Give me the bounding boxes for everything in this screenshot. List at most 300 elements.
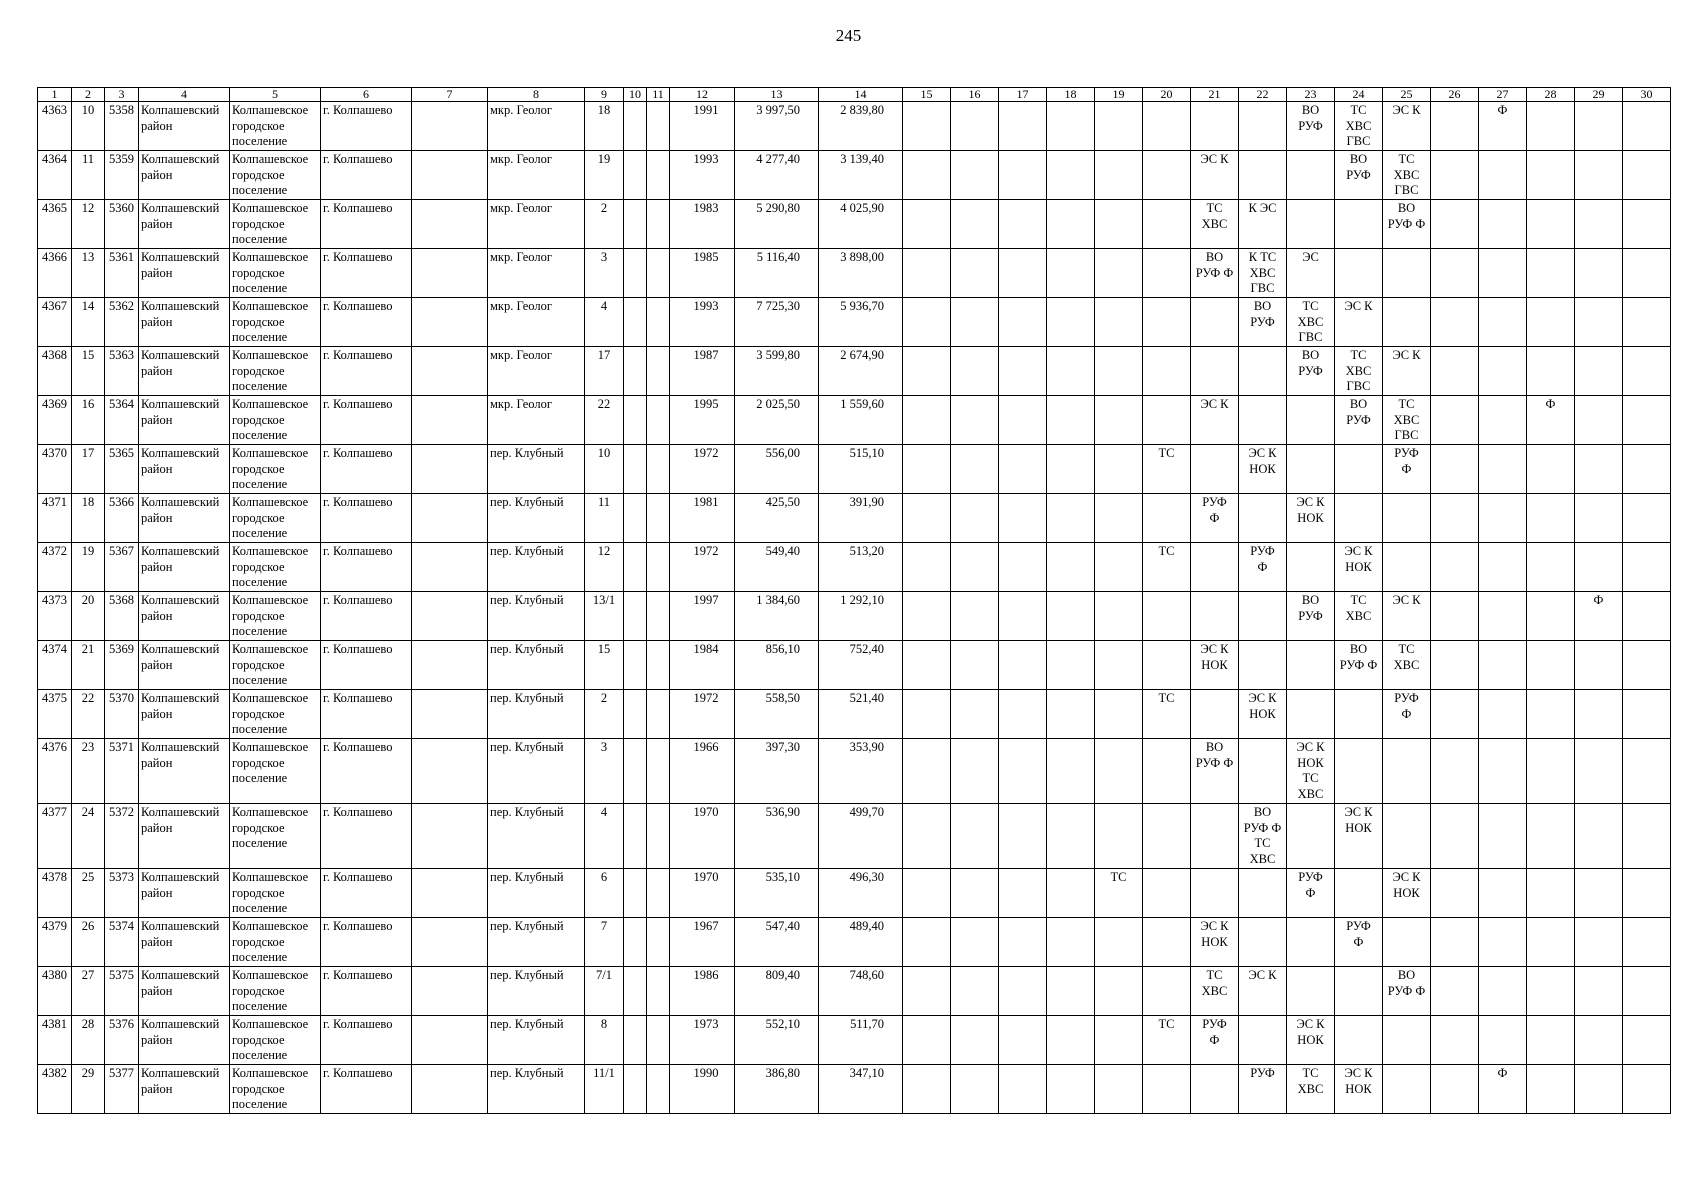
cell-col-28 [1527, 1016, 1575, 1065]
cell-col-3: 5375 [105, 967, 139, 1016]
cell-col-2: 22 [72, 690, 105, 739]
cell-col-5: Колпашевское городское поселение [230, 1065, 321, 1114]
cell-col-9: 11 [585, 494, 624, 543]
cell-col-17 [999, 869, 1047, 918]
cell-col-7 [412, 102, 488, 151]
cell-col-22 [1239, 641, 1287, 690]
cell-col-14: 521,40 [819, 690, 903, 739]
table-row [38, 592, 1671, 641]
cell-col-20 [1143, 298, 1191, 347]
cell-col-4: Колпашевский район [139, 804, 230, 869]
cell-col-30 [1623, 641, 1671, 690]
cell-col-8: пер. Клубный [488, 869, 585, 918]
cell-col-14: 2 674,90 [819, 347, 903, 396]
cell-col-11 [647, 641, 670, 690]
column-header-22: 22 [1239, 88, 1287, 102]
cell-col-15 [903, 445, 951, 494]
cell-col-14: 511,70 [819, 1016, 903, 1065]
cell-col-23: ВО РУФ [1287, 347, 1335, 396]
cell-col-29 [1575, 200, 1623, 249]
cell-col-2: 17 [72, 445, 105, 494]
table-row [38, 543, 1671, 592]
cell-col-23: ЭС К НОК [1287, 1016, 1335, 1065]
cell-col-26 [1431, 739, 1479, 804]
cell-col-22: ВО РУФ Ф ТС ХВС [1239, 804, 1287, 869]
cell-col-22: К ТС ХВС ГВС [1239, 249, 1287, 298]
cell-col-24 [1335, 967, 1383, 1016]
cell-col-20 [1143, 804, 1191, 869]
cell-col-19 [1095, 200, 1143, 249]
cell-col-30 [1623, 298, 1671, 347]
cell-col-9: 2 [585, 690, 624, 739]
cell-col-17 [999, 1065, 1047, 1114]
cell-col-27 [1479, 641, 1527, 690]
cell-col-25: ВО РУФ Ф [1383, 200, 1431, 249]
cell-col-14: 3 139,40 [819, 151, 903, 200]
cell-col-15 [903, 102, 951, 151]
cell-col-9: 2 [585, 200, 624, 249]
cell-col-14: 489,40 [819, 918, 903, 967]
cell-col-3: 5359 [105, 151, 139, 200]
cell-col-29 [1575, 151, 1623, 200]
cell-col-26 [1431, 592, 1479, 641]
cell-col-27 [1479, 739, 1527, 804]
cell-col-23 [1287, 967, 1335, 1016]
cell-col-7 [412, 804, 488, 869]
cell-col-2: 29 [72, 1065, 105, 1114]
cell-col-18 [1047, 1016, 1095, 1065]
cell-col-13: 556,00 [735, 445, 819, 494]
cell-col-6: г. Колпашево [321, 298, 412, 347]
cell-col-25: РУФ Ф [1383, 445, 1431, 494]
cell-col-3: 5377 [105, 1065, 139, 1114]
cell-col-8: мкр. Геолог [488, 249, 585, 298]
cell-col-14: 515,10 [819, 445, 903, 494]
cell-col-13: 3 997,50 [735, 102, 819, 151]
cell-col-6: г. Колпашево [321, 869, 412, 918]
cell-col-12: 1973 [670, 1016, 735, 1065]
cell-col-14: 748,60 [819, 967, 903, 1016]
cell-col-19 [1095, 804, 1143, 869]
cell-col-23: ТС ХВС ГВС [1287, 298, 1335, 347]
column-header-28: 28 [1527, 88, 1575, 102]
cell-col-20 [1143, 151, 1191, 200]
cell-col-22 [1239, 1016, 1287, 1065]
cell-col-30 [1623, 249, 1671, 298]
cell-col-11 [647, 690, 670, 739]
cell-col-28: Ф [1527, 396, 1575, 445]
cell-col-13: 547,40 [735, 918, 819, 967]
cell-col-8: пер. Клубный [488, 690, 585, 739]
cell-col-13: 558,50 [735, 690, 819, 739]
cell-col-28 [1527, 690, 1575, 739]
cell-col-2: 26 [72, 918, 105, 967]
cell-col-27 [1479, 445, 1527, 494]
column-header-18: 18 [1047, 88, 1095, 102]
cell-col-28 [1527, 918, 1575, 967]
cell-col-10 [624, 641, 647, 690]
cell-col-4: Колпашевский район [139, 396, 230, 445]
cell-col-27 [1479, 592, 1527, 641]
cell-col-14: 752,40 [819, 641, 903, 690]
cell-col-2: 13 [72, 249, 105, 298]
cell-col-30 [1623, 396, 1671, 445]
cell-col-12: 1993 [670, 298, 735, 347]
cell-col-19 [1095, 494, 1143, 543]
cell-col-7 [412, 1016, 488, 1065]
cell-col-16 [951, 396, 999, 445]
cell-col-2: 27 [72, 967, 105, 1016]
cell-col-27 [1479, 200, 1527, 249]
cell-col-24: ЭС К НОК [1335, 804, 1383, 869]
cell-col-14: 3 898,00 [819, 249, 903, 298]
cell-col-18 [1047, 396, 1095, 445]
cell-col-29 [1575, 102, 1623, 151]
cell-col-16 [951, 347, 999, 396]
cell-col-30 [1623, 592, 1671, 641]
cell-col-5: Колпашевское городское поселение [230, 690, 321, 739]
cell-col-3: 5361 [105, 249, 139, 298]
cell-col-10 [624, 918, 647, 967]
cell-col-11 [647, 249, 670, 298]
cell-col-15 [903, 690, 951, 739]
cell-col-10 [624, 543, 647, 592]
cell-col-12: 1981 [670, 494, 735, 543]
cell-col-16 [951, 200, 999, 249]
cell-col-9: 3 [585, 249, 624, 298]
cell-col-23 [1287, 641, 1335, 690]
cell-col-19 [1095, 396, 1143, 445]
cell-col-10 [624, 298, 647, 347]
cell-col-16 [951, 102, 999, 151]
cell-col-11 [647, 445, 670, 494]
cell-col-27 [1479, 396, 1527, 445]
cell-col-5: Колпашевское городское поселение [230, 249, 321, 298]
cell-col-29 [1575, 1065, 1623, 1114]
cell-col-27 [1479, 494, 1527, 543]
cell-col-10 [624, 347, 647, 396]
cell-col-15 [903, 641, 951, 690]
cell-col-9: 10 [585, 445, 624, 494]
cell-col-28 [1527, 200, 1575, 249]
cell-col-8: мкр. Геолог [488, 298, 585, 347]
cell-col-12: 1995 [670, 396, 735, 445]
column-header-14: 14 [819, 88, 903, 102]
cell-col-3: 5365 [105, 445, 139, 494]
cell-col-22: ЭС К [1239, 967, 1287, 1016]
column-header-1: 1 [38, 88, 72, 102]
cell-col-2: 12 [72, 200, 105, 249]
column-header-13: 13 [735, 88, 819, 102]
cell-col-25 [1383, 1065, 1431, 1114]
cell-col-6: г. Колпашево [321, 347, 412, 396]
cell-col-3: 5358 [105, 102, 139, 151]
cell-col-15 [903, 739, 951, 804]
cell-col-19 [1095, 967, 1143, 1016]
cell-col-6: г. Колпашево [321, 592, 412, 641]
table-body [38, 102, 1671, 1114]
cell-col-17 [999, 445, 1047, 494]
cell-col-30 [1623, 1016, 1671, 1065]
cell-col-10 [624, 445, 647, 494]
cell-col-21: ВО РУФ Ф [1191, 249, 1239, 298]
cell-col-27 [1479, 967, 1527, 1016]
cell-col-10 [624, 102, 647, 151]
cell-col-6: г. Колпашево [321, 102, 412, 151]
cell-col-27 [1479, 804, 1527, 869]
cell-col-4: Колпашевский район [139, 967, 230, 1016]
cell-col-20 [1143, 347, 1191, 396]
cell-col-26 [1431, 967, 1479, 1016]
cell-col-19 [1095, 739, 1143, 804]
cell-col-8: пер. Клубный [488, 1016, 585, 1065]
cell-col-5: Колпашевское городское поселение [230, 641, 321, 690]
cell-col-16 [951, 690, 999, 739]
cell-col-9: 8 [585, 1016, 624, 1065]
cell-col-24: ВО РУФ [1335, 151, 1383, 200]
column-header-26: 26 [1431, 88, 1479, 102]
cell-col-30 [1623, 347, 1671, 396]
cell-col-6: г. Колпашево [321, 445, 412, 494]
cell-col-5: Колпашевское городское поселение [230, 445, 321, 494]
cell-col-5: Колпашевское городское поселение [230, 804, 321, 869]
cell-col-28 [1527, 445, 1575, 494]
cell-col-23 [1287, 543, 1335, 592]
column-header-20: 20 [1143, 88, 1191, 102]
cell-col-28 [1527, 641, 1575, 690]
table-row [38, 151, 1671, 200]
cell-col-2: 21 [72, 641, 105, 690]
cell-col-26 [1431, 445, 1479, 494]
cell-col-3: 5367 [105, 543, 139, 592]
cell-col-12: 1993 [670, 151, 735, 200]
cell-col-26 [1431, 249, 1479, 298]
cell-col-25 [1383, 543, 1431, 592]
cell-col-11 [647, 102, 670, 151]
cell-col-4: Колпашевский район [139, 918, 230, 967]
cell-col-14: 347,10 [819, 1065, 903, 1114]
cell-col-17 [999, 200, 1047, 249]
cell-col-20: ТС [1143, 1016, 1191, 1065]
cell-col-2: 15 [72, 347, 105, 396]
cell-col-20 [1143, 102, 1191, 151]
column-header-17: 17 [999, 88, 1047, 102]
cell-col-1: 4379 [38, 918, 72, 967]
cell-col-18 [1047, 641, 1095, 690]
cell-col-3: 5373 [105, 869, 139, 918]
cell-col-11 [647, 592, 670, 641]
cell-col-6: г. Колпашево [321, 249, 412, 298]
cell-col-6: г. Колпашево [321, 804, 412, 869]
cell-col-7 [412, 543, 488, 592]
cell-col-28 [1527, 869, 1575, 918]
cell-col-6: г. Колпашево [321, 641, 412, 690]
cell-col-28 [1527, 543, 1575, 592]
cell-col-21: ЭС К [1191, 396, 1239, 445]
table-header [38, 88, 1671, 102]
cell-col-9: 18 [585, 102, 624, 151]
cell-col-5: Колпашевское городское поселение [230, 739, 321, 804]
cell-col-27: Ф [1479, 1065, 1527, 1114]
cell-col-2: 18 [72, 494, 105, 543]
cell-col-9: 6 [585, 869, 624, 918]
cell-col-1: 4377 [38, 804, 72, 869]
cell-col-25: ТС ХВС ГВС [1383, 151, 1431, 200]
cell-col-26 [1431, 804, 1479, 869]
cell-col-1: 4381 [38, 1016, 72, 1065]
cell-col-16 [951, 967, 999, 1016]
cell-col-14: 2 839,80 [819, 102, 903, 151]
column-header-8: 8 [488, 88, 585, 102]
cell-col-29 [1575, 494, 1623, 543]
cell-col-6: г. Колпашево [321, 967, 412, 1016]
cell-col-28 [1527, 298, 1575, 347]
cell-col-19 [1095, 151, 1143, 200]
cell-col-15 [903, 869, 951, 918]
cell-col-25 [1383, 298, 1431, 347]
cell-col-10 [624, 151, 647, 200]
cell-col-11 [647, 347, 670, 396]
cell-col-21 [1191, 869, 1239, 918]
column-header-4: 4 [139, 88, 230, 102]
cell-col-28 [1527, 102, 1575, 151]
cell-col-24 [1335, 494, 1383, 543]
cell-col-18 [1047, 592, 1095, 641]
cell-col-6: г. Колпашево [321, 151, 412, 200]
cell-col-9: 3 [585, 739, 624, 804]
cell-col-16 [951, 249, 999, 298]
cell-col-3: 5362 [105, 298, 139, 347]
cell-col-17 [999, 543, 1047, 592]
cell-col-21: РУФ Ф [1191, 494, 1239, 543]
cell-col-20 [1143, 396, 1191, 445]
cell-col-8: мкр. Геолог [488, 396, 585, 445]
cell-col-2: 28 [72, 1016, 105, 1065]
cell-col-1: 4363 [38, 102, 72, 151]
cell-col-7 [412, 739, 488, 804]
cell-col-17 [999, 641, 1047, 690]
cell-col-16 [951, 804, 999, 869]
cell-col-5: Колпашевское городское поселение [230, 200, 321, 249]
column-header-24: 24 [1335, 88, 1383, 102]
cell-col-8: мкр. Геолог [488, 151, 585, 200]
cell-col-12: 1997 [670, 592, 735, 641]
cell-col-13: 536,90 [735, 804, 819, 869]
cell-col-25 [1383, 739, 1431, 804]
cell-col-18 [1047, 869, 1095, 918]
cell-col-26 [1431, 102, 1479, 151]
cell-col-29 [1575, 445, 1623, 494]
table-row [38, 690, 1671, 739]
cell-col-6: г. Колпашево [321, 543, 412, 592]
cell-col-13: 856,10 [735, 641, 819, 690]
cell-col-21: ТС ХВС [1191, 967, 1239, 1016]
cell-col-30 [1623, 151, 1671, 200]
cell-col-11 [647, 869, 670, 918]
cell-col-17 [999, 918, 1047, 967]
cell-col-4: Колпашевский район [139, 151, 230, 200]
cell-col-29: Ф [1575, 592, 1623, 641]
table-row [38, 1065, 1671, 1114]
cell-col-8: пер. Клубный [488, 592, 585, 641]
cell-col-22: ВО РУФ [1239, 298, 1287, 347]
cell-col-26 [1431, 1065, 1479, 1114]
cell-col-15 [903, 1065, 951, 1114]
cell-col-10 [624, 690, 647, 739]
cell-col-14: 4 025,90 [819, 200, 903, 249]
cell-col-13: 809,40 [735, 967, 819, 1016]
cell-col-8: пер. Клубный [488, 967, 585, 1016]
cell-col-21 [1191, 592, 1239, 641]
cell-col-5: Колпашевское городское поселение [230, 1016, 321, 1065]
cell-col-19 [1095, 592, 1143, 641]
cell-col-3: 5374 [105, 918, 139, 967]
cell-col-17 [999, 592, 1047, 641]
column-header-23: 23 [1287, 88, 1335, 102]
cell-col-1: 4382 [38, 1065, 72, 1114]
column-header-6: 6 [321, 88, 412, 102]
cell-col-3: 5364 [105, 396, 139, 445]
cell-col-8: мкр. Геолог [488, 347, 585, 396]
cell-col-10 [624, 869, 647, 918]
cell-col-16 [951, 1065, 999, 1114]
cell-col-4: Колпашевский район [139, 641, 230, 690]
cell-col-20: ТС [1143, 543, 1191, 592]
column-header-15: 15 [903, 88, 951, 102]
cell-col-6: г. Колпашево [321, 1065, 412, 1114]
cell-col-1: 4368 [38, 347, 72, 396]
cell-col-21 [1191, 690, 1239, 739]
cell-col-19 [1095, 918, 1143, 967]
cell-col-15 [903, 804, 951, 869]
cell-col-6: г. Колпашево [321, 396, 412, 445]
cell-col-13: 4 277,40 [735, 151, 819, 200]
cell-col-11 [647, 200, 670, 249]
cell-col-16 [951, 494, 999, 543]
cell-col-22: ЭС К НОК [1239, 690, 1287, 739]
cell-col-8: пер. Клубный [488, 494, 585, 543]
cell-col-24: РУФ Ф [1335, 918, 1383, 967]
cell-col-9: 4 [585, 804, 624, 869]
cell-col-9: 17 [585, 347, 624, 396]
cell-col-19 [1095, 1065, 1143, 1114]
cell-col-23: РУФ Ф [1287, 869, 1335, 918]
cell-col-7 [412, 445, 488, 494]
cell-col-24: ВО РУФ Ф [1335, 641, 1383, 690]
cell-col-6: г. Колпашево [321, 918, 412, 967]
cell-col-8: пер. Клубный [488, 918, 585, 967]
cell-col-20 [1143, 249, 1191, 298]
table-row [38, 804, 1671, 869]
cell-col-5: Колпашевское городское поселение [230, 494, 321, 543]
column-header-16: 16 [951, 88, 999, 102]
cell-col-30 [1623, 445, 1671, 494]
cell-col-26 [1431, 298, 1479, 347]
cell-col-21 [1191, 347, 1239, 396]
cell-col-22: РУФ Ф [1239, 543, 1287, 592]
cell-col-22 [1239, 396, 1287, 445]
cell-col-13: 549,40 [735, 543, 819, 592]
cell-col-20: ТС [1143, 690, 1191, 739]
cell-col-16 [951, 739, 999, 804]
column-header-7: 7 [412, 88, 488, 102]
cell-col-7 [412, 1065, 488, 1114]
cell-col-10 [624, 396, 647, 445]
cell-col-19 [1095, 1016, 1143, 1065]
cell-col-25: ЭС К [1383, 347, 1431, 396]
cell-col-6: г. Колпашево [321, 494, 412, 543]
cell-col-19 [1095, 249, 1143, 298]
